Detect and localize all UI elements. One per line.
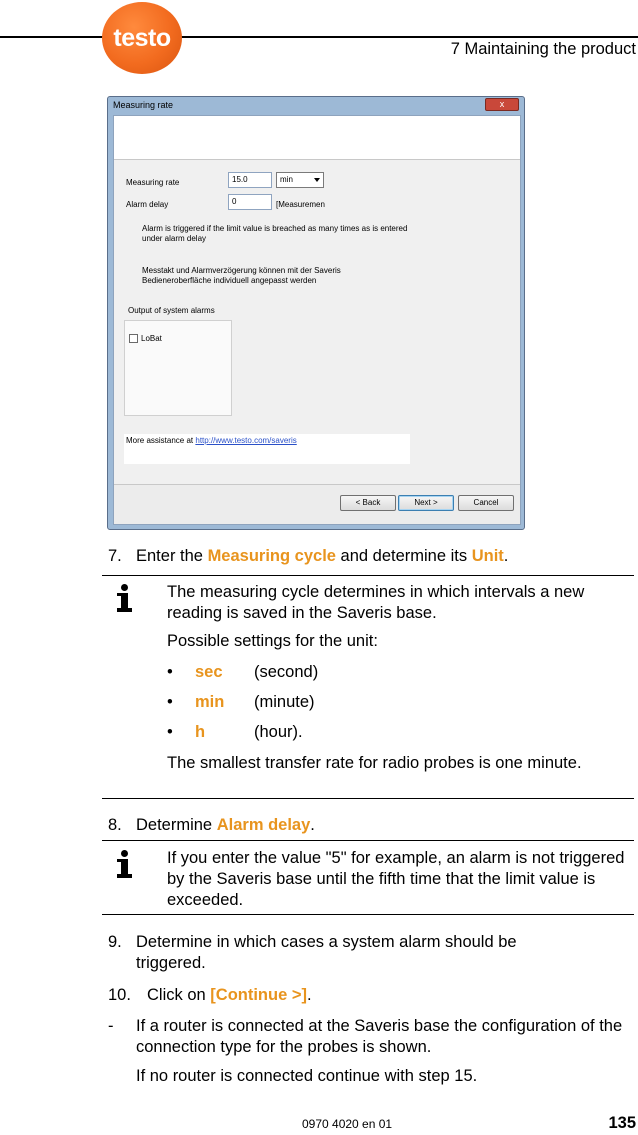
- step-8-post: .: [310, 816, 315, 834]
- unit-select-value: min: [280, 175, 293, 184]
- step-8-pre: Determine: [136, 816, 213, 834]
- info1-bottom-rule: [102, 798, 634, 799]
- unit-h: h: [195, 723, 206, 741]
- dash-item-text2: If no router is connected continue with step 15.: [136, 1067, 478, 1085]
- unit-min: min: [195, 693, 225, 711]
- step-7-number: 7.: [108, 547, 122, 565]
- dialog-footer: [114, 484, 520, 524]
- lobat-label: LoBat: [141, 334, 162, 343]
- assistance-link[interactable]: http://www.testo.com/saveris: [195, 436, 297, 445]
- step-10-post: .: [306, 986, 312, 1004]
- step-10-pre: Click on: [147, 986, 206, 1004]
- unit-sec: sec: [195, 663, 223, 681]
- dialog-header-band: [114, 116, 520, 160]
- chevron-down-icon: [314, 178, 320, 182]
- step-7-pre: Enter the: [136, 547, 203, 565]
- dialog-title: Measuring rate: [113, 100, 174, 110]
- info1-top-rule: [102, 575, 634, 576]
- step-7-post: .: [503, 547, 509, 565]
- step-10-number: 10.: [108, 986, 131, 1004]
- alarm-delay-input[interactable]: 0: [228, 194, 272, 210]
- alarm-note-de: Messtakt und Alarmverzögerung können mit der Saveris Bedieneroberfläche individuell angepasst werden: [142, 266, 341, 285]
- alarm-note-en: Alarm is triggered if the limit value is breached as many times as is entered under alarm delay: [142, 224, 408, 243]
- close-icon[interactable]: x: [485, 98, 519, 111]
- info1-line2: Possible settings for the unit:: [167, 632, 378, 650]
- group-title: Output of system alarms: [128, 306, 215, 315]
- page-number: 135: [608, 1114, 636, 1132]
- unit-min-desc: (minute): [254, 693, 315, 711]
- system-alarms-group: [124, 320, 232, 416]
- alarm-delay-term: Alarm delay: [216, 816, 311, 834]
- bullet-sec: •: [167, 663, 173, 681]
- assistance-box: [124, 434, 410, 464]
- next-button[interactable]: Next >: [398, 495, 454, 511]
- testo-logo: [102, 2, 182, 74]
- dash-item-text: If a router is connected at the Saveris base the configuration of the connection type for the probes is shown.: [136, 1017, 623, 1056]
- step-8-text: [136, 815, 315, 836]
- cancel-button[interactable]: Cancel: [458, 495, 514, 511]
- chapter-title: 7 Maintaining the product: [450, 40, 636, 58]
- back-button[interactable]: < Back: [340, 495, 396, 511]
- alarm-delay-label: Alarm delay: [126, 200, 169, 209]
- bullet-min: •: [167, 693, 173, 711]
- step-10-text: [147, 985, 312, 1006]
- measuring-rate-input[interactable]: 15.0: [228, 172, 272, 188]
- info2-top-rule: [102, 840, 634, 841]
- step-9-number: 9.: [108, 933, 122, 951]
- measuring-rate-label: Measuring rate: [126, 178, 180, 187]
- logo-text: testo: [113, 23, 171, 52]
- unit-term: Unit: [471, 547, 504, 565]
- info-icon: [116, 584, 132, 614]
- info1-line1: The measuring cycle determines in which intervals a new reading is saved in the Saveris base.: [167, 583, 585, 622]
- measuring-cycle-term: Measuring cycle: [207, 547, 336, 565]
- unit-h-desc: (hour).: [254, 723, 303, 741]
- info2-bottom-rule: [102, 914, 634, 915]
- assistance-text: [126, 436, 297, 446]
- dialog-body: [113, 115, 521, 525]
- step-8-number: 8.: [108, 816, 122, 834]
- document-code: 0970 4020 en 01: [302, 1117, 393, 1131]
- step-7-text: [136, 546, 508, 567]
- step-9-text: Determine in which cases a system alarm should be triggered.: [136, 933, 517, 972]
- dash-marker: -: [108, 1017, 114, 1035]
- info2-text: If you enter the value "5" for example, an alarm is not triggered by the Saveris base until the fifth time that the limit value is exceeded.: [167, 849, 625, 909]
- header-rule: [0, 36, 638, 38]
- alarm-delay-unit: [Measuremen: [276, 200, 325, 209]
- unit-select[interactable]: [276, 172, 324, 188]
- continue-term: [Continue >]: [210, 986, 307, 1004]
- measuring-rate-dialog: [107, 96, 525, 530]
- info1-line3: The smallest transfer rate for radio probes is one minute.: [167, 754, 582, 772]
- assistance-prefix: More assistance at: [126, 436, 194, 445]
- unit-sec-desc: (second): [254, 663, 319, 681]
- info-icon: [116, 850, 132, 880]
- step-7-mid: and determine its: [340, 547, 468, 565]
- bullet-h: •: [167, 723, 173, 741]
- lobat-checkbox[interactable]: [129, 334, 138, 343]
